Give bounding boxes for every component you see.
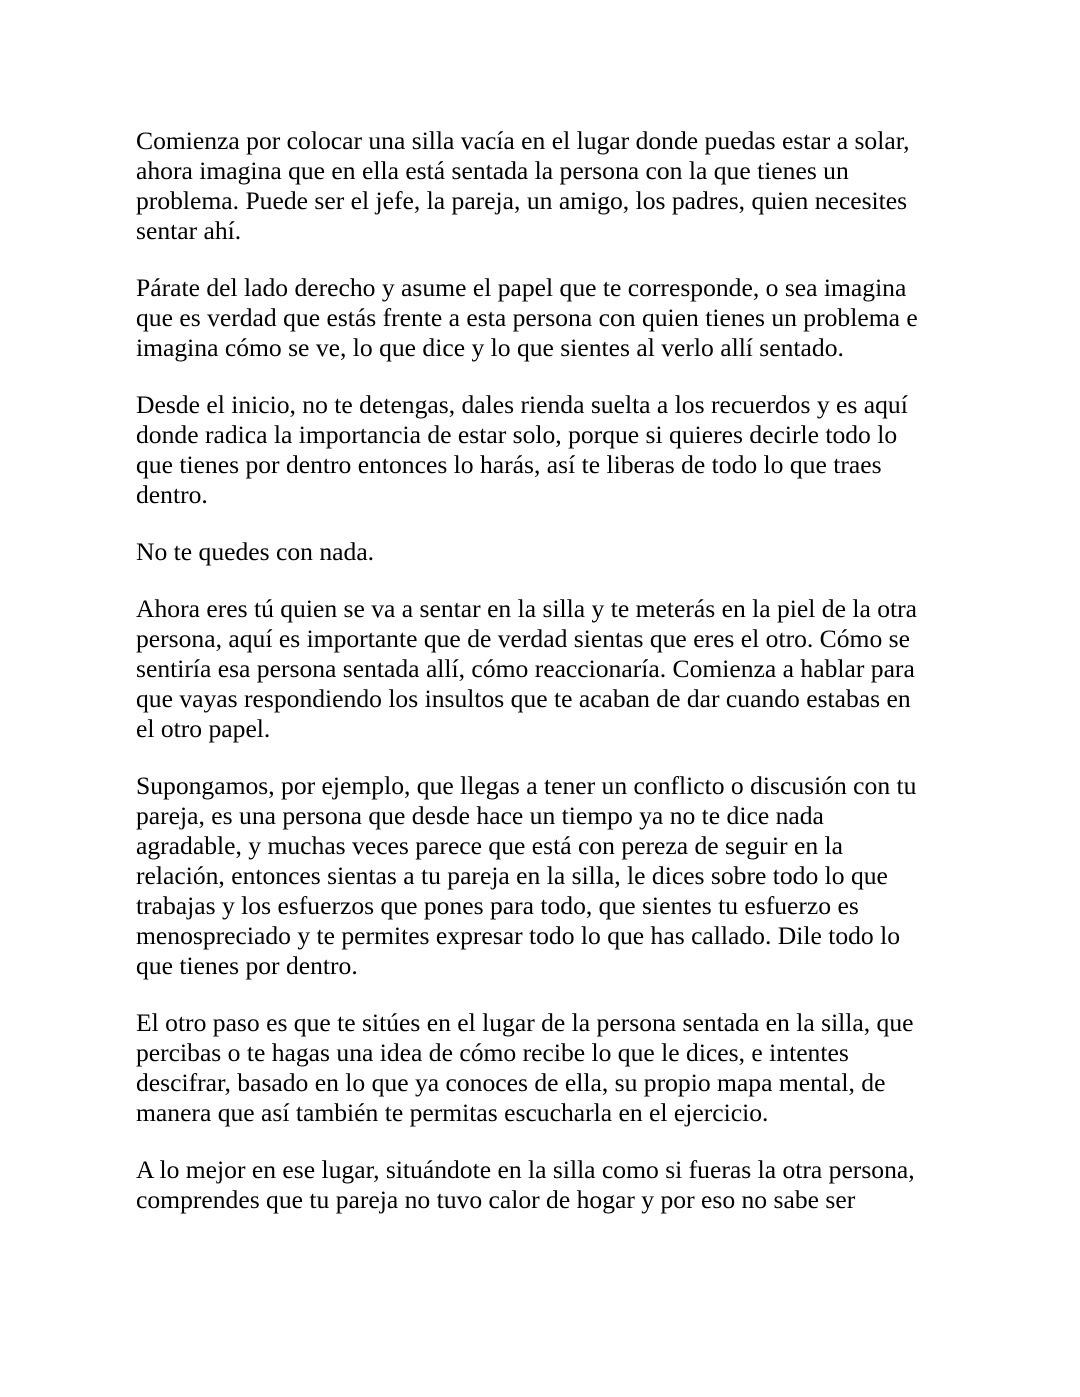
text-line: que tienes por dentro.	[136, 951, 358, 980]
text-line: El otro paso es que te sitúes en el lugar de la persona sentada en la silla, que	[136, 1008, 914, 1037]
document-page	[136, 126, 946, 1242]
text-line: menospreciado y te permites expresar todo lo que has callado. Dile todo lo	[136, 921, 901, 950]
text-line: el otro papel.	[136, 714, 271, 743]
text-line: manera que así también te permitas escucharla en el ejercicio.	[136, 1098, 769, 1127]
text-line: agradable, y muchas veces parece que está con pereza de seguir en la	[136, 831, 844, 860]
text-line: descifrar, basado en lo que ya conoces de ella, su propio mapa mental, de	[136, 1068, 886, 1097]
text-line: A lo mejor en ese lugar, situándote en la silla como si fueras la otra persona,	[136, 1155, 915, 1184]
text-line: dentro.	[136, 480, 208, 509]
text-line: imagina cómo se ve, lo que dice y lo que sientes al verlo allí sentado.	[136, 333, 844, 362]
text-line: ahora imagina que en ella está sentada la persona con la que tienes un	[136, 156, 849, 185]
text-line: pareja, es una persona que desde hace un tiempo ya no te dice nada	[136, 801, 824, 830]
text-line: Comienza por colocar una silla vacía en el lugar donde puedas estar a solar,	[136, 126, 910, 155]
text-line: problema. Puede ser el jefe, la pareja, un amigo, los padres, quien necesites	[136, 186, 908, 215]
text-line: que tienes por dentro entonces lo harás, así te liberas de todo lo que traes	[136, 450, 882, 479]
text-line: Ahora eres tú quien se va a sentar en la silla y te meterás en la piel de la otra	[136, 594, 917, 623]
text-line: Supongamos, por ejemplo, que llegas a tener un conflicto o discusión con tu	[136, 771, 917, 800]
text-line: sentar ahí.	[136, 216, 242, 245]
text-line: donde radica la importancia de estar solo, porque si quieres decirle todo lo	[136, 420, 898, 449]
paragraph-6	[136, 771, 946, 981]
text-line: que es verdad que estás frente a esta persona con quien tienes un problema e	[136, 303, 918, 332]
paragraph-1	[136, 126, 946, 246]
text-line: que vayas respondiendo los insultos que te acaban de dar cuando estabas en	[136, 684, 911, 713]
paragraph-3	[136, 390, 946, 510]
paragraph-5	[136, 594, 946, 744]
paragraph-4	[136, 537, 946, 567]
text-line: Desde el inicio, no te detengas, dales rienda suelta a los recuerdos y es aquí	[136, 390, 908, 419]
paragraph-2	[136, 273, 946, 363]
text-line: Párate del lado derecho y asume el papel que te corresponde, o sea imagina	[136, 273, 907, 302]
text-line: persona, aquí es importante que de verdad sientas que eres el otro. Cómo se	[136, 624, 910, 653]
text-line: relación, entonces sientas a tu pareja en la silla, le dices sobre todo lo que	[136, 861, 888, 890]
text-line: sentiría esa persona sentada allí, cómo reaccionaría. Comienza a hablar para	[136, 654, 915, 683]
text-line: No te quedes con nada.	[136, 537, 375, 566]
text-line: comprendes que tu pareja no tuvo calor de hogar y por eso no sabe ser	[136, 1185, 856, 1214]
text-line: percibas o te hagas una idea de cómo recibe lo que le dices, e intentes	[136, 1038, 849, 1067]
paragraph-7	[136, 1008, 946, 1128]
text-line: trabajas y los esfuerzos que pones para todo, que sientes tu esfuerzo es	[136, 891, 859, 920]
paragraph-8	[136, 1155, 946, 1215]
